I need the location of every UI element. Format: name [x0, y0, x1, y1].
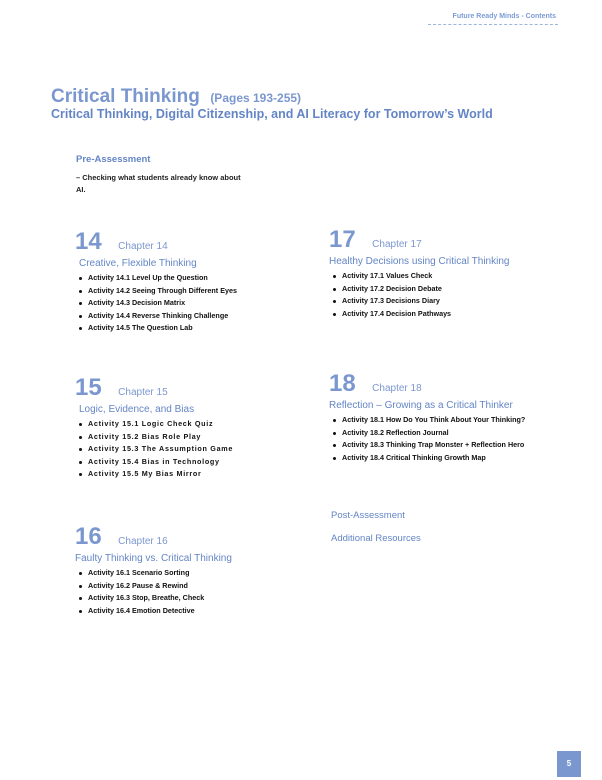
- chapter-number: 16: [75, 523, 102, 550]
- chapter-number: 18: [329, 370, 356, 397]
- activity-item[interactable]: Activity 18.3 Thinking Trap Monster + Reflection Hero: [333, 439, 525, 452]
- post-assessment-link[interactable]: Post-Assessment: [331, 510, 405, 521]
- chapter-number: 15: [75, 374, 102, 401]
- activity-item[interactable]: Activity 14.5 The Question Lab: [79, 322, 237, 335]
- section-subtitle: Critical Thinking, Digital Citizenship, and AI Literacy for Tomorrow’s World: [51, 107, 493, 121]
- chapter-title[interactable]: Reflection – Growing as a Critical Thinker: [329, 400, 513, 411]
- activity-item[interactable]: Activity 14.4 Reverse Thinking Challenge: [79, 310, 237, 323]
- chapter-label: Chapter 15: [118, 387, 168, 398]
- activity-item[interactable]: Activity 14.1 Level Up the Question: [79, 272, 237, 285]
- chapter-label: Chapter 16: [118, 536, 168, 547]
- page-number-badge: 5: [557, 751, 581, 777]
- page-range: (Pages 193-255): [210, 91, 302, 105]
- activity-item[interactable]: Activity 15.2 Bias Role Play: [79, 431, 233, 444]
- activity-item[interactable]: Activity 16.3 Stop, Breathe, Check: [79, 592, 232, 605]
- chapter-title[interactable]: Creative, Flexible Thinking: [79, 258, 197, 269]
- pre-assessment-link[interactable]: Pre-Assessment: [76, 154, 151, 165]
- running-header: Future Ready Minds - Contents: [452, 13, 556, 20]
- activity-item[interactable]: Activity 15.4 Bias in Technology: [79, 456, 233, 469]
- header-divider: [428, 24, 558, 25]
- activity-item[interactable]: Activity 15.1 Logic Check Quiz: [79, 418, 233, 431]
- activity-list: [75, 418, 233, 481]
- chapter-number: 14: [75, 228, 102, 255]
- activity-item[interactable]: Activity 16.2 Pause & Rewind: [79, 580, 232, 593]
- pre-assessment-description: – Checking what students already know about AI.: [76, 173, 241, 194]
- additional-resources-link[interactable]: Additional Resources: [331, 533, 421, 544]
- activity-list: [329, 270, 509, 320]
- chapter-17: [329, 226, 509, 320]
- activity-item[interactable]: Activity 15.3 The Assumption Game: [79, 443, 233, 456]
- activity-item[interactable]: Activity 17.4 Decision Pathways: [333, 308, 509, 321]
- activity-item[interactable]: Activity 15.5 My Bias Mirror: [79, 468, 233, 481]
- activity-item[interactable]: Activity 14.2 Seeing Through Different Eyes: [79, 285, 237, 298]
- chapter-title[interactable]: Healthy Decisions using Critical Thinking: [329, 256, 510, 267]
- section-title: Critical Thinking: [51, 86, 200, 107]
- activity-item[interactable]: Activity 18.2 Reflection Journal: [333, 427, 525, 440]
- chapter-15: [75, 374, 233, 481]
- chapter-18: [329, 370, 525, 464]
- activity-item[interactable]: Activity 16.4 Emotion Detective: [79, 605, 232, 618]
- activity-list: [329, 414, 525, 464]
- chapter-14: [75, 228, 237, 335]
- activity-item[interactable]: Activity 18.4 Critical Thinking Growth Map: [333, 452, 525, 465]
- chapter-label: Chapter 17: [372, 239, 422, 250]
- chapter-title[interactable]: Faulty Thinking vs. Critical Thinking: [75, 553, 232, 564]
- activity-item[interactable]: Activity 17.2 Decision Debate: [333, 283, 509, 296]
- activity-list: [75, 567, 232, 617]
- chapter-number: 17: [329, 226, 356, 253]
- activity-item[interactable]: Activity 16.1 Scenario Sorting: [79, 567, 232, 580]
- chapter-label: Chapter 14: [118, 241, 168, 252]
- activity-item[interactable]: Activity 17.1 Values Check: [333, 270, 509, 283]
- activity-item[interactable]: Activity 17.3 Decisions Diary: [333, 295, 509, 308]
- activity-item[interactable]: Activity 14.3 Decision Matrix: [79, 297, 237, 310]
- chapter-label: Chapter 18: [372, 383, 422, 394]
- page-title: [51, 86, 301, 108]
- activity-item[interactable]: Activity 18.1 How Do You Think About Your Thinking?: [333, 414, 525, 427]
- activity-list: [75, 272, 237, 335]
- chapter-16: [75, 523, 232, 617]
- chapter-title[interactable]: Logic, Evidence, and Bias: [79, 404, 195, 415]
